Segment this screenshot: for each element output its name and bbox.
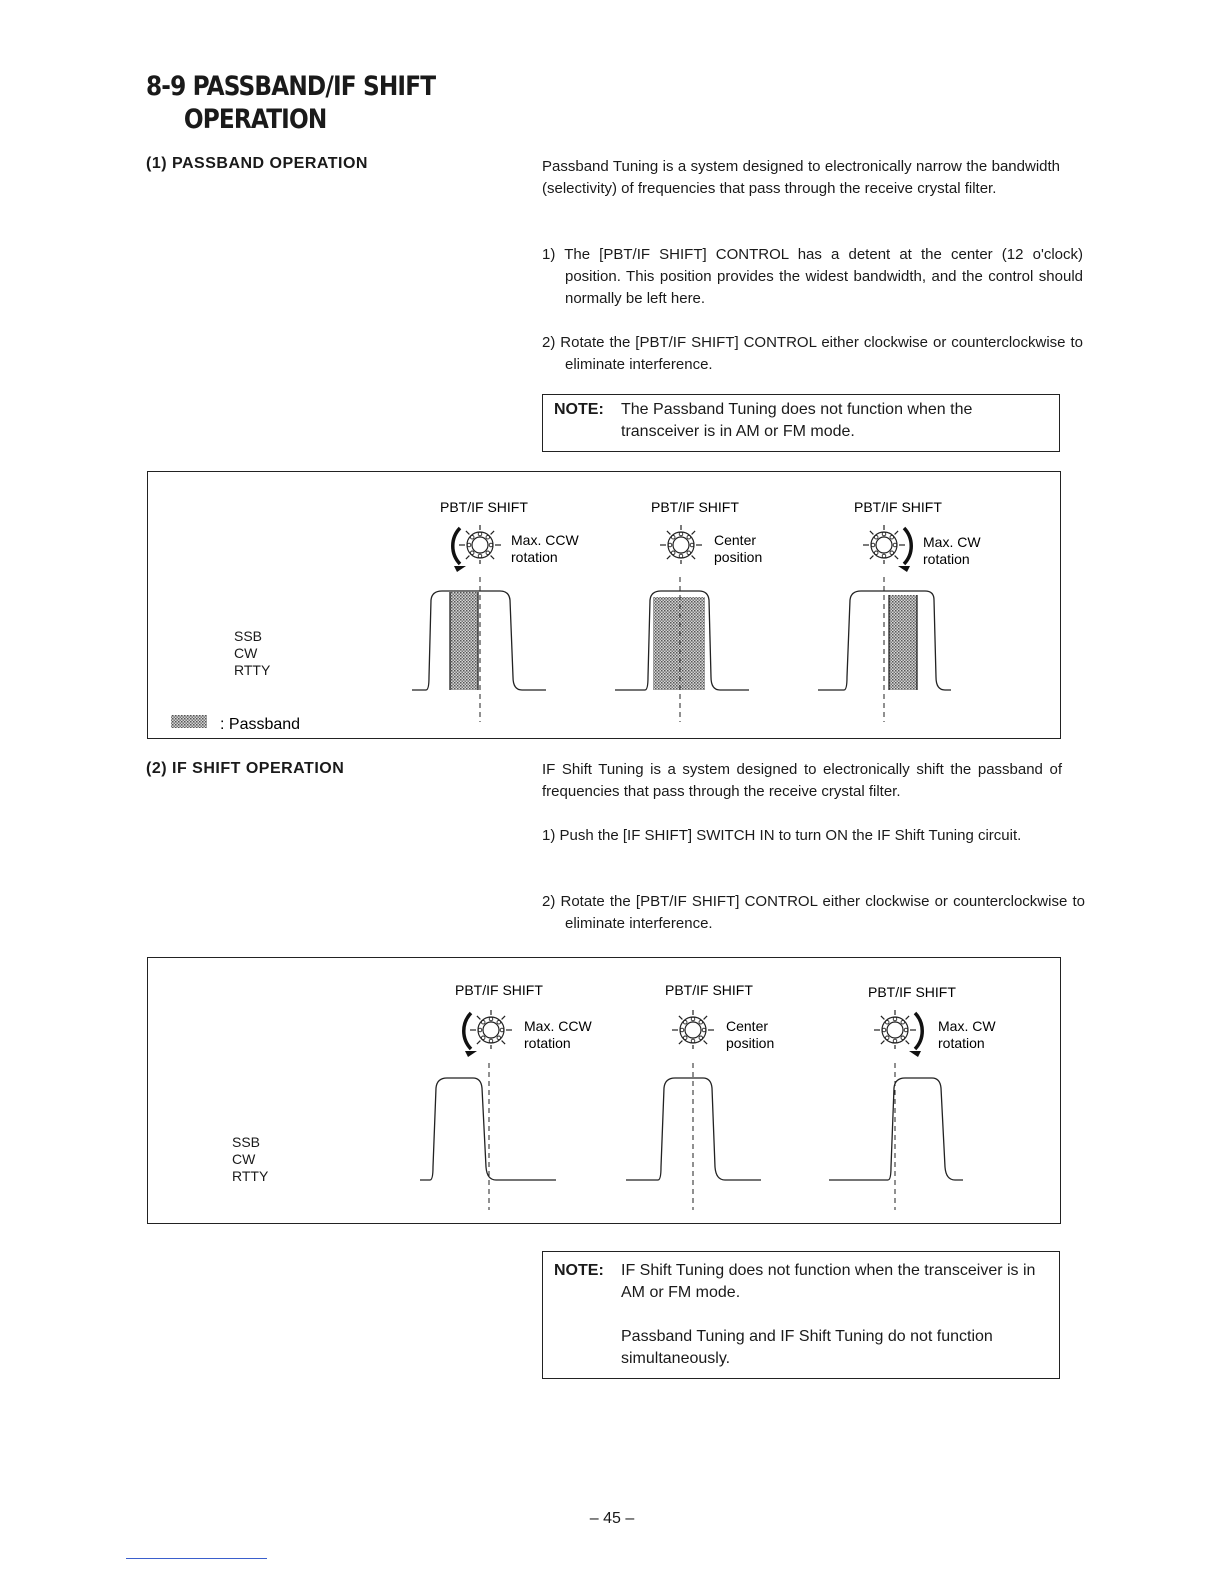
filter-curve — [412, 591, 546, 690]
knob-label: Max. CW — [938, 1018, 996, 1034]
knob-title: PBT/IF SHIFT — [868, 984, 956, 1000]
knob-title: PBT/IF SHIFT — [455, 982, 543, 998]
ifshift-step1: 1) Push the [IF SHIFT] SWITCH IN to turn ON the IF Shift Tuning circuit. — [542, 827, 1022, 844]
knob-label: rotation — [511, 549, 558, 565]
knob-label: Max. CCW — [511, 532, 579, 548]
footer-link-underline — [126, 1558, 267, 1559]
note-text: Passband Tuning and IF Shift Tuning do not function simultaneously. — [621, 1328, 993, 1367]
knob-center — [651, 499, 762, 565]
knob-max-ccw — [440, 499, 579, 572]
passband-legend-label: : Passband — [220, 716, 301, 733]
knob-title: PBT/IF SHIFT — [440, 499, 528, 515]
passband-shaded-area — [450, 592, 478, 690]
ifshift-figure — [147, 957, 1061, 1224]
passband-shaded-area — [889, 595, 917, 690]
passband-note — [542, 394, 1060, 452]
cw-arrow-icon — [904, 528, 911, 564]
knob-max-cw — [868, 984, 996, 1057]
knob-title: PBT/IF SHIFT — [651, 499, 739, 515]
filter-curve — [420, 1078, 556, 1180]
knob-icon — [459, 525, 501, 564]
knob-icon — [470, 1010, 512, 1049]
page-title — [146, 70, 435, 136]
knob-label: position — [726, 1035, 775, 1051]
ifshift-heading: (2) IF SHIFT OPERATION — [146, 760, 345, 777]
ccw-arrow-icon — [464, 1013, 471, 1049]
knob-label: rotation — [923, 551, 970, 567]
passband-intro: Passband Tuning is a system designed to electronically narrow the bandwidth (selectivity) of frequencies that pass through the receive crystal filter. — [542, 158, 1060, 197]
knob-title: PBT/IF SHIFT — [854, 499, 942, 515]
note-text: The Passband Tuning does not function when the transceiver is in AM or FM mode. — [621, 401, 973, 440]
note-label: NOTE: — [554, 1262, 604, 1279]
knob-label: rotation — [938, 1035, 985, 1051]
page-title-line1: 8-9 PASSBAND/IF SHIFT — [146, 71, 436, 102]
ifshift-step2: 2) Rotate the [PBT/IF SHIFT] CONTROL either clockwise or counterclockwise to eliminate interference. — [542, 893, 1085, 932]
mode-cw: CW — [232, 1151, 256, 1167]
passband-heading: (1) PASSBAND OPERATION — [146, 155, 368, 172]
knob-label: Center — [714, 532, 757, 548]
note-label: NOTE: — [554, 401, 604, 418]
knob-label: position — [714, 549, 763, 565]
ccw-arrow-icon — [453, 528, 460, 564]
knob-icon — [672, 1010, 714, 1049]
passband-legend-swatch — [171, 715, 207, 728]
passband-step2: 2) Rotate the [PBT/IF SHIFT] CONTROL either clockwise or counterclockwise to eliminate interference. — [542, 334, 1083, 373]
mode-ssb: SSB — [232, 1134, 261, 1150]
note-text: IF Shift Tuning does not function when the transceiver is in AM or FM mode. — [621, 1262, 1036, 1301]
knob-label: Max. CCW — [524, 1018, 592, 1034]
mode-rtty: RTTY — [232, 1168, 269, 1184]
knob-max-cw — [854, 499, 981, 572]
knob-center — [665, 982, 774, 1051]
knob-max-ccw — [455, 982, 592, 1057]
knob-label: Center — [726, 1018, 769, 1034]
knob-icon — [660, 525, 702, 564]
passband-figure — [147, 471, 1061, 739]
passband-step1: 1) The [PBT/IF SHIFT] CONTROL has a detent at the center (12 o'clock) position. This position provides the widest bandwidth, and the control should normally be left here. — [542, 246, 1083, 307]
filter-curve — [829, 1078, 963, 1180]
ifshift-intro: IF Shift Tuning is a system designed to electronically shift the passband of frequencies that pass through the receive crystal filter. — [542, 761, 1062, 800]
ifshift-note — [542, 1251, 1060, 1379]
knob-label: Max. CW — [923, 534, 981, 550]
knob-icon — [863, 525, 905, 564]
knob-title: PBT/IF SHIFT — [665, 982, 753, 998]
cw-arrow-icon — [915, 1013, 922, 1049]
mode-cw: CW — [234, 645, 258, 661]
knob-icon — [874, 1010, 916, 1049]
mode-rtty: RTTY — [234, 662, 271, 678]
passband-shaded-area — [653, 597, 705, 690]
mode-ssb: SSB — [234, 628, 263, 644]
page-number: – 45 – — [589, 1510, 635, 1527]
knob-label: rotation — [524, 1035, 571, 1051]
page-title-line2: OPERATION — [183, 104, 327, 135]
